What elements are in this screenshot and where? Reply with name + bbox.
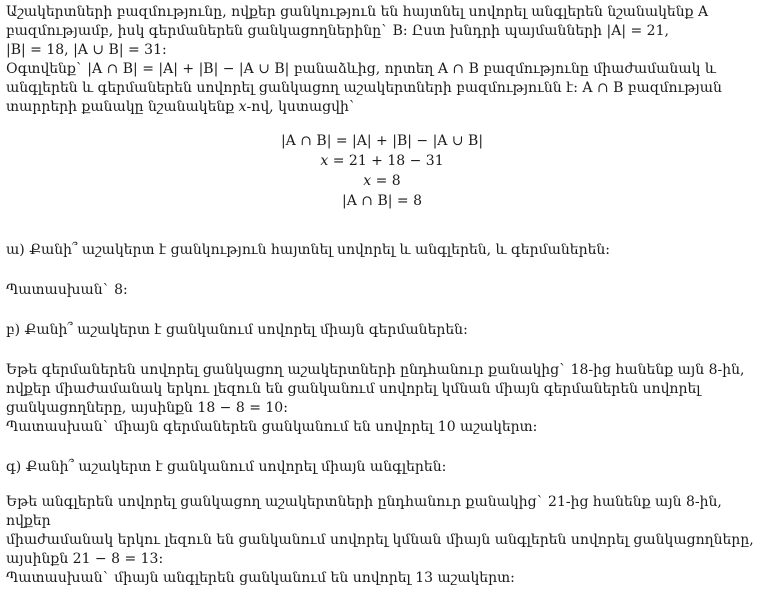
solution-c bbox=[6, 493, 758, 588]
intro-line: |B| = 18, |A ∪ B| = 31: bbox=[6, 42, 167, 58]
equation-text: = 8 bbox=[371, 173, 401, 189]
intro-text: -ով, կստացվի` bbox=[246, 99, 356, 115]
equation-line: |A ∩ B| = |A| + |B| − |A ∪ B| bbox=[280, 133, 484, 149]
solution-line: այսինքն 21 − 8 = 13: bbox=[6, 551, 164, 567]
question-c: գ) Քանի՞ աշակերտ է ցանկանում սովորել միայն անգլերեն: bbox=[6, 459, 447, 475]
answer-a: Պատասխան` 8: bbox=[6, 282, 128, 298]
intro-line: բազմությամբ, իսկ գերմաներեն ցանկացողներինը` B: Ըստ խնդրի պայմանների |A| = 21, bbox=[6, 23, 669, 39]
intro-line bbox=[6, 98, 758, 117]
equation-block bbox=[6, 131, 758, 211]
solution-b bbox=[6, 361, 758, 437]
equation-text: = 21 + 18 − 31 bbox=[328, 153, 444, 169]
solution-line: Եթե անգլերեն սովորել ցանկացող աշակերտների ընդհանուր քանակից` 21-ից հանենք այն 8-ին, ովքեր bbox=[6, 494, 722, 529]
equation-line bbox=[6, 151, 758, 171]
variable-x: x bbox=[238, 99, 247, 115]
intro-line: անգլերեն և գերմաներեն սովորել ցանկացող աշակերտների բազմությունն է: A ∩ B բազմության bbox=[6, 80, 722, 96]
answer-c: Պատասխան` միայն անգլերեն ցանկանում են սովորել 13 աշակերտ: bbox=[6, 570, 515, 586]
solution-line: ցանկացողները, այսինքն 18 − 8 = 10: bbox=[6, 400, 288, 416]
equation-line: |A ∩ B| = 8 bbox=[341, 193, 422, 209]
answer-b: Պատասխան` միայն գերմաներեն ցանկանում են սովորել 10 աշակերտ: bbox=[6, 419, 538, 435]
intro-line: Օգտվենք` |A ∩ B| = |A| + |B| − |A ∪ B| բանաձևից, որտեղ A ∩ B բազմությունը միաժամանակ և bbox=[6, 61, 716, 77]
solution-line: ովքեր միաժամանակ երկու լեզուն են ցանկանում սովորել կմնան միայն գերմաներեն սովորել bbox=[6, 381, 701, 397]
intro-text: տարրերի քանակը նշանակենք bbox=[6, 99, 239, 115]
variable-x: x bbox=[320, 153, 329, 169]
question-b: բ) Քանի՞ աշակերտ է ցանկանում սովորել միայն գերմաներեն: bbox=[6, 322, 468, 338]
solution-line: միաժամանակ երկու լեզուն են ցանկանում սովորել կմնան միայն անգլերեն սովորել ցանկացողները, bbox=[6, 532, 754, 548]
solution-line: Եթե գերմաներեն սովորել ցանկացող աշակերտների ընդհանուր քանակից` 18-ից հանենք այն 8-ին, bbox=[6, 362, 745, 378]
intro-paragraph bbox=[6, 3, 758, 117]
intro-line: Աշակերտների բազմությունը, ովքեր ցանկություն են հայտնել սովորել անգլերեն նշանակենք A bbox=[6, 4, 709, 20]
variable-x: x bbox=[363, 173, 372, 189]
question-a: ա) Քանի՞ աշակերտ է ցանկություն հայտնել սովորել և անգլերեն, և գերմաներեն: bbox=[6, 242, 610, 258]
equation-line bbox=[6, 171, 758, 191]
